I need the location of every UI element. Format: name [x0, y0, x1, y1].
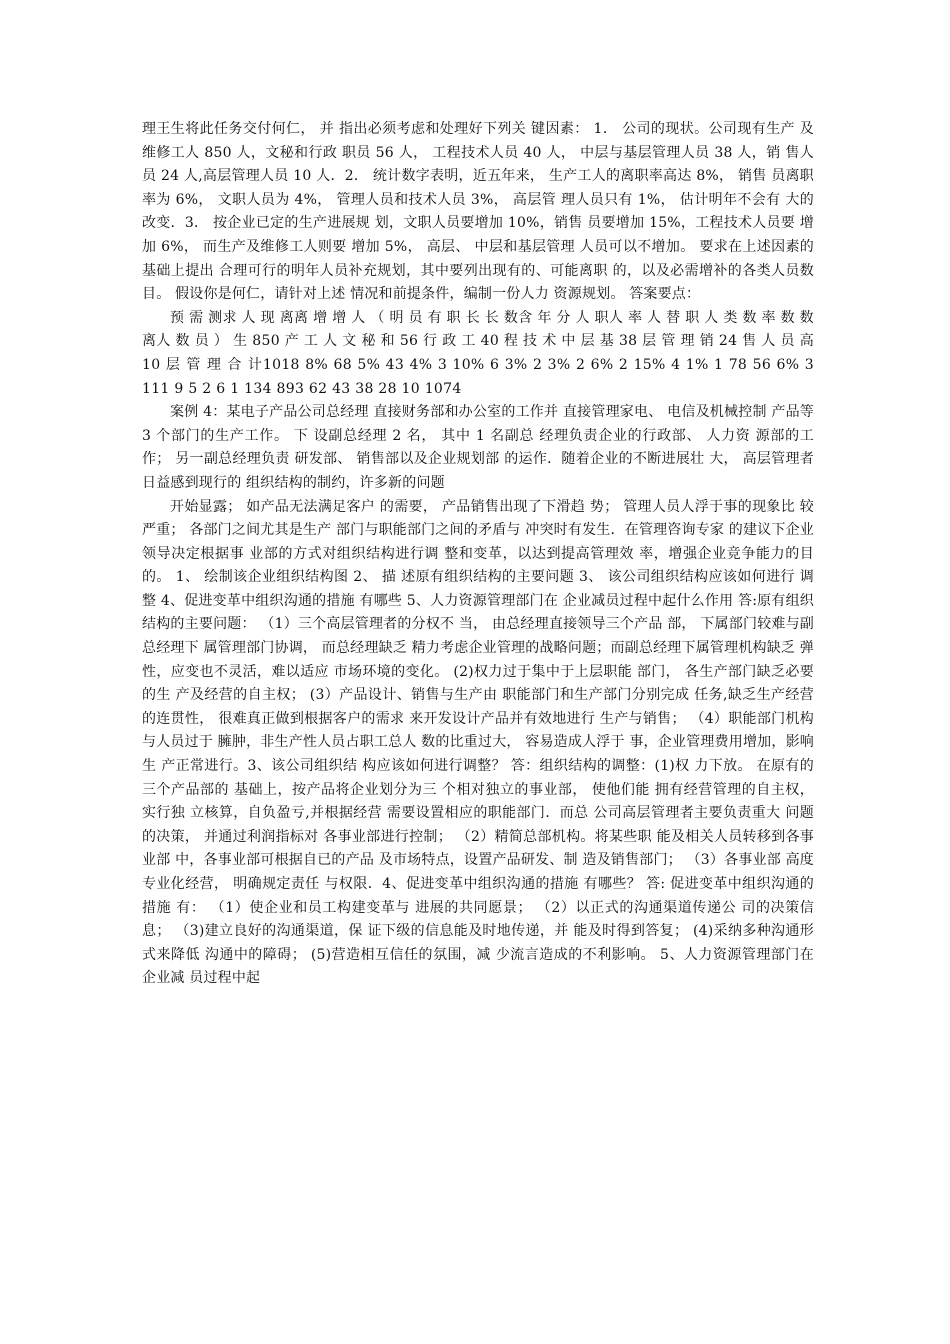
paragraph-case-4-analysis: 开始显露； 如产品无法满足客户 的需要， 产品销售出现了下滑趋 势； 管理人员人浮于事的现象比 较严重； 各部门之间尤其是生产 部门与职能部门之间的矛盾与 冲突时有发生．在管理咨询专家 的建议下企业领导决定根据事 业部的方式对组织结构进行调 整和变革，以达到提高管理效 率，增强企业竞争能力的目的。 1、 绘制该企业组织结构图 2、 描 述原有组织结构的主要问题 3、 该公司组织结构应该如何进行 调整 4、促进变革中组织沟通的措施 有哪些 5、人力资源管理部门在 企业减员过程中起什么作用 答:原有组织结构的主要问题： （1）三个高层管理者的分权不 当， 由总经理直接领导三个产品 部， 下属部门较难与副总经理下 属管理部门协调， 而总经理缺乏 精力考虑企业管理的战略问题；而副总经理下属管理机构缺乏 弹性，应变也不灵活，难以适应 市场环境的变化。 (2)权力过于集中于上层职能 部门， 各生产部门缺乏必要的生 产及经营的自主权； (3）产品设计、销售与生产由 职能部门和生产部门分别完成 任务,缺乏生产经营的连贯性， 很难真正做到根据客户的需求 来开发设计产品并有效地进行 生产与销售； （4）职能部门机构与人员过于 臃肿，非生产性人员占职工总人 数的比重过大， 容易造成人浮于 事，企业管理费用增加，影响生 产正常进行。3、该公司组织结 构应该如何进行调整？ 答：组织结构的调整：(1)权 力下放。 在原有的三个产品部的 基础上，按产品将企业划分为三 个相对独立的事业部， 使他们能 拥有经营管理的自主权， 实行独 立核算，自负盈亏,并根据经营 需要设置相应的职能部门．而总 公司高层管理者主要负责重大 问题的决策， 并通过利润指标对 各事业部进行控制； （2）精简总部机构。将某些职 能及相关人员转移到各事业部 中，各事业部可根据自已的产品 及市场特点，设置产品研发、制 造及销售部门； （3）各事业部 高度专业化经营， 明确规定责任 与权限．4、促进变革中组织沟通的措施 有哪些？ 答: 促进变革中组织沟通的措施 有： （1）使企业和员工构建变革与 进展的共同愿景； （2）以正式的沟通渠道传递公 司的决策信息； （3)建立良好的沟通渠道，保 证下级的信息能及时地传递，并 能及时得到答复； (4)采纳多种沟通形式来降低 沟通中的障碍； (5)营造相互信任的氛围，减 少流言造成的不利影响。 5、人力资源管理部门在企业减 员过程中起: [142, 498, 814, 987]
paragraph-staffing-table-text: 预 需 测求 人 现 离离 增 增 人 （ 明 员 有 职 长 长 数含 年 分 人 职人 率 人 替 职 人 类 数 率 数 数 离人 数 员 ） 生 850 产 工 人 文 秘 和 56 行 政 工 40 程 技 术 中 层 基 38 层 管 理 销 24 售 人 员 高 10 层 管 理 合 计1018 8% 68 5% 43 4% 3 10% 6 3% 2 3% 2 6% 2 15% 4 1% 1 78 56 6% 3 111 9 5 2 6 1 134 893 62 43 38 28 10 1074: [142, 309, 814, 397]
paragraph-case-4-intro: 案例 4：某电子产品公司总经理 直接财务部和办公室的工作并 直接管理家电、 电信及机械控制 产品等 3 个部门的生产工作。 下 设副总经理 2 名， 其中 1 名副总 经理负责企业的行政部、 人力资 源部的工作； 另一副总经理负责 研发部、 销售部以及企业规划部 的运作．随着企业的不断进展壮 大， 高层管理者日益感到现行的 组织结构的制约，许多新的问题: [142, 404, 814, 491]
paragraph-hr-planning-case: 理王生将此任务交付何仁， 并 指出必须考虑和处理好下列关 键因素： 1． 公司的现状。公司现有生产 及维修工人 850 人，文秘和行政 职员 56 人， 工程技术人员 40 人， 中层与基层管理人员 38 人，销 售人员 24 人,高层管理人员 10 人．2． 统计数字表明，近五年来， 生产工人的离职率高达 8%， 销售 员离职率为 6%， 文职人员为 4%， 管理人员和技术人员 3%， 高层管 理人员只有 1%， 估计明年不会有 大的改变．3． 按企业已定的生产进展规 划，文职人员要增加 10%，销售 员要增加 15%，工程技术人员要 增加 6%， 而生产及维修工人则要 增加 5%， 高层、 中层和基层管理 人员可以不增加。 要求在上述因素的基础上提出 合理可行的明年人员补充规划，其中要列出现有的、可能离职 的，以及必需增补的各类人员数 目。 假设你是何仁，请针对上述 情况和前提条件，编制一份人力 资源规划。 答案要点：: [142, 121, 814, 303]
document-page: [142, 118, 814, 991]
